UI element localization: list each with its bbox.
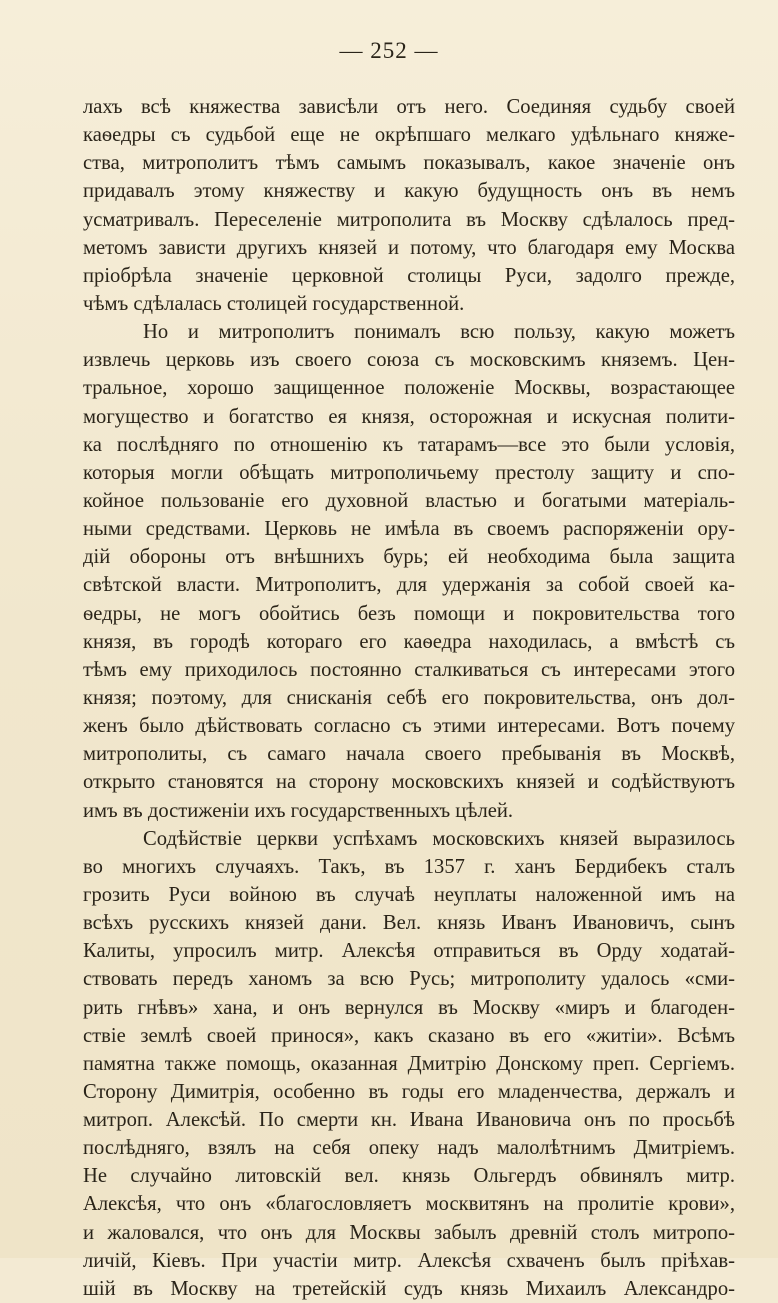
text-line: койное пользованiе его духовной властью и богатыми матерiаль- [83,489,735,512]
text-line: Сторону Димитрiя, особенно въ годы его младенчества, держалъ и [83,1080,735,1103]
text-line: Не случайно литовскiй вел. князь Ольгердъ обвинялъ митр. [83,1165,735,1188]
text-line: каѳедры съ судьбой еще не окрѣпшаго мелкаго удѣльнаго княже- [83,124,735,147]
text-line: Калиты, упросилъ митр. Алексѣя отправиться въ Орду ходатай- [83,940,735,963]
text-line: князя, въ городѣ котораго его каѳедра находилась, а вмѣстѣ съ [83,630,735,653]
text-line: чѣмъ сдѣлалась столицей государственной. [83,292,465,315]
text-line: во многихъ случаяхъ. Такъ, въ 1357 г. ханъ Бердибекъ сталъ [83,855,735,878]
text-line: могущество и богатство ея князя, осторожная и искусная полити- [83,405,735,428]
text-line: ѳедры, не могъ обойтись безъ помощи и покровительства того [83,602,735,625]
text-line: ствiе землѣ своей принося», какъ сказано въ его «житiи». Всѣмъ [83,1024,735,1047]
text-line: и жаловался, что онъ для Москвы забылъ древнiй столъ митропо- [83,1221,735,1244]
text-line: придавалъ этому княжеству и какую будущность онъ въ немъ [83,180,735,203]
text-line: женъ было дѣйствовать согласно съ этими интересами. Вотъ почему [83,715,735,738]
text-line: свѣтской власти. Митрополитъ, для удержанiя за собой своей ка- [83,574,735,597]
text-line: тральное, хорошо защищенное положенiе Москвы, возрастающее [83,377,735,400]
text-line: прiобрѣла значенiе церковной столицы Руси, задолго прежде, [83,264,735,287]
text-line: рить гнѣвъ» хана, и онъ вернулся въ Москву «миръ и благоден- [83,996,735,1019]
body-text [83,93,735,1303]
text-line: которыя могли обѣщать митрополичьему престолу защиту и спо- [83,461,735,484]
text-line: ными средствами. Церковь не имѣла въ своемъ распоряженiи ору- [83,518,735,541]
text-line: митрополиты, съ самаго начала своего пребыванiя въ Москвѣ, [83,743,735,766]
text-line: послѣдняго, взялъ на себя опеку надъ малолѣтнимъ Дмитрiемъ. [83,1137,735,1160]
text-line: ка послѣдняго по отношенiю къ татарамъ—все это были условiя, [83,433,735,456]
text-line: Алексѣя, что онъ «благословляетъ москвитянъ на пролитiе крови», [83,1193,735,1216]
text-line: ства, митрополитъ тѣмъ самымъ показывалъ, какое значенiе онъ [83,152,735,175]
text-line: князя; поэтому, для снисканiя себѣ его покровительства, онъ дол- [83,686,735,709]
text-line: Содѣйствiе церкви успѣхамъ московскихъ князей выразилось [143,827,735,850]
text-line: метомъ зависти другихъ князей и потому, что благодаря ему Москва [83,236,735,259]
text-line: тѣмъ ему приходилось постоянно сталкиваться съ интересами этого [83,658,735,681]
text-line: имъ въ достиженiи ихъ государственныхъ цѣлей. [83,799,514,822]
text-line: лахъ всѣ княжества зависѣли отъ него. Соединяя судьбу своей [83,96,735,118]
text-line: шiй въ Москву на третейскiй судъ князь Михаилъ Александро- [83,1277,735,1300]
text-line: усматривалъ. Переселенiе митрополита въ Москву сдѣлалось пред- [83,208,735,231]
text-line: памятна также помощь, оказанная Дмитрiю Донскому преп. Сергiемъ. [83,1052,735,1075]
text-line: извлечь церковь изъ своего союза съ московскимъ княземъ. Цен- [83,349,735,372]
text-line: всѣхъ русскихъ князей дани. Вел. князь Иванъ Ивановичъ, сынъ [83,912,735,935]
text-line: ствовать передъ ханомъ за всю Русь; митрополиту удалось «сми- [83,968,735,991]
page-number: — 252 — [339,38,439,63]
text-line: митроп. Алексѣй. По смерти кн. Ивана Ивановича онъ по просьбѣ [83,1109,735,1132]
text-line: Но и митрополитъ понималъ всю пользу, какую можетъ [143,321,735,344]
text-line: дiй обороны отъ внѣшнихъ бурь; ей необходима была защита [83,546,735,569]
text-line: открыто становятся на сторону московскихъ князей и содѣйствуютъ [83,771,735,794]
text-line: личiй, Кiевъ. При участiи митр. Алексѣя схваченъ былъ прiѣхав- [83,1249,735,1272]
text-line: грозить Руси войною въ случаѣ неуплаты наложенной имъ на [83,883,735,906]
